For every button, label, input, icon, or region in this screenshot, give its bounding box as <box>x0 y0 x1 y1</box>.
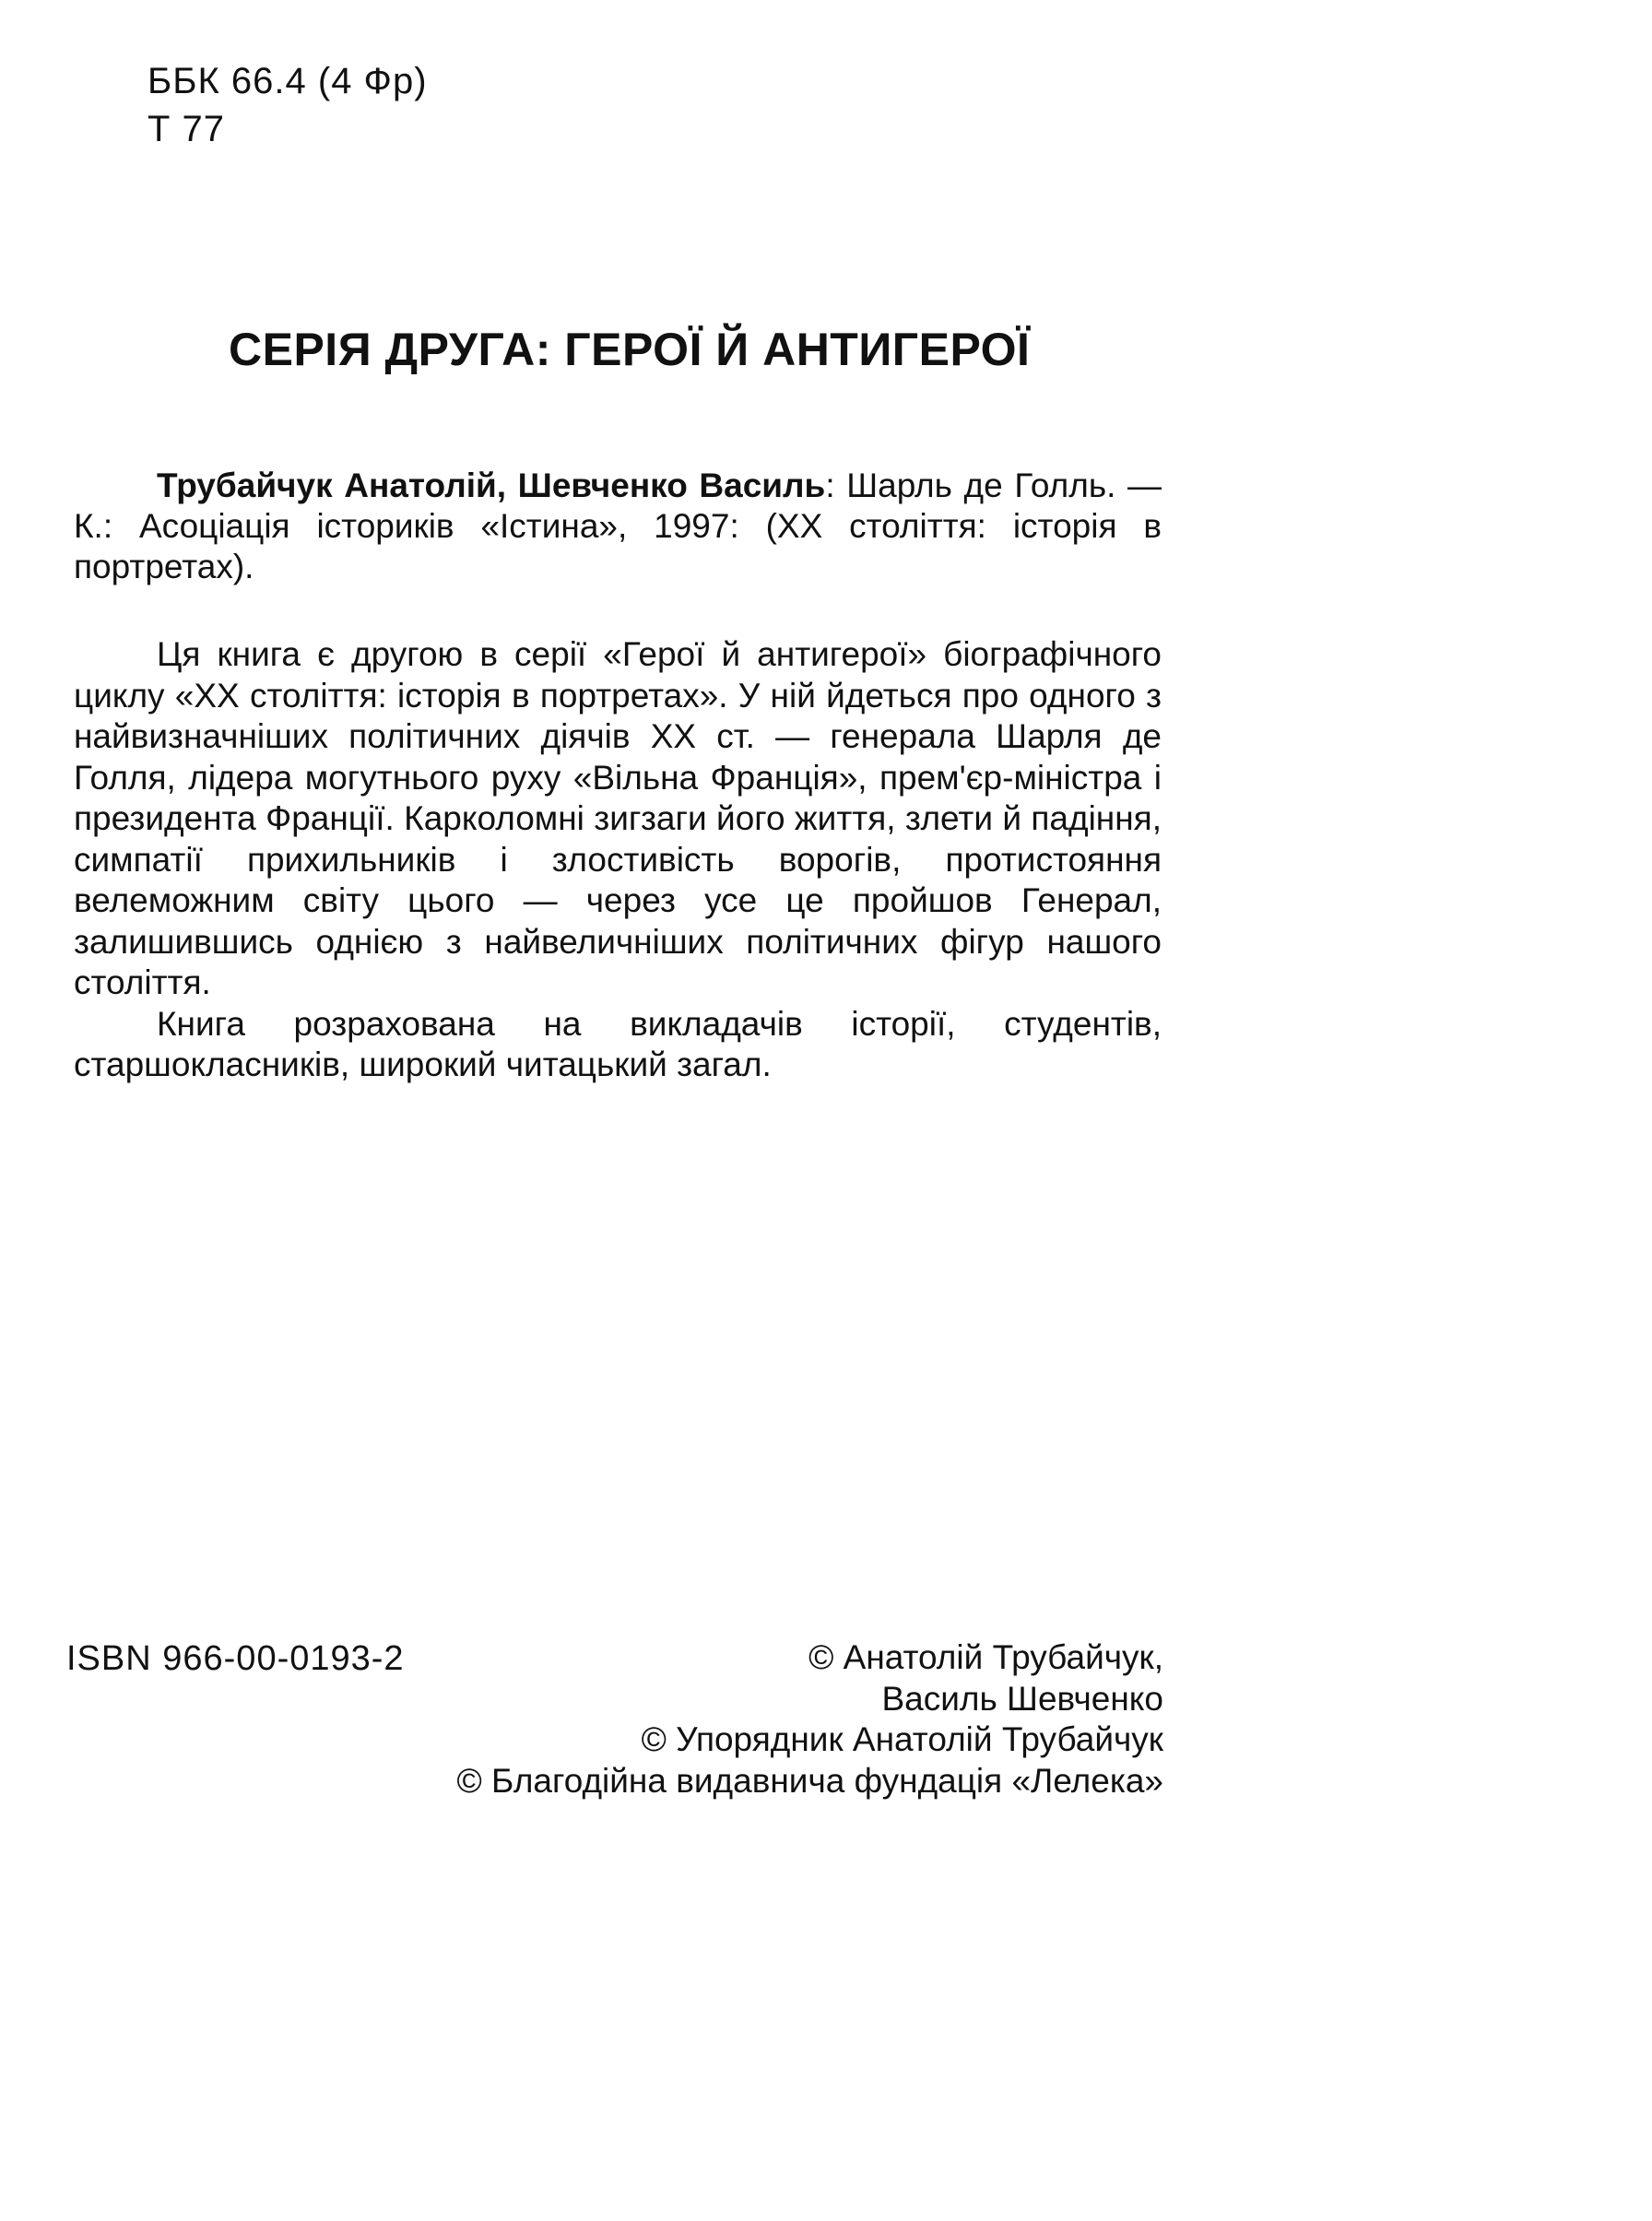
bibliographic-record <box>74 466 1162 587</box>
bibliographic-details: : Шарль де Голль. — К.: Асоціація істориків «Істина», 1997: (XX століття: історія в портретах). <box>74 467 1162 585</box>
bibliographic-authors: Трубайчук Анатолій, Шевченко Василь <box>157 467 826 504</box>
annotation-audience: Книга розрахована на викладачів історії, студентів, старшокласників, широкий читацький загал. <box>74 1004 1162 1083</box>
copyright-line: © Упорядник Анатолій Трубайчук <box>641 1720 1163 1758</box>
copyright-line: © Благодійна видавнича фундація «Лелека» <box>456 1761 1163 1800</box>
copyright-line: Василь Шевченко <box>881 1679 1163 1718</box>
copyright-block <box>456 1637 1163 1802</box>
annotation <box>74 634 1162 1086</box>
copyright-line: © Анатолій Трубайчук, <box>808 1638 1163 1676</box>
isbn: ISBN 966-00-0193-2 <box>66 1639 405 1678</box>
annotation-paragraph: Ця книга є другою в серії «Герої й антигерої» біографічного циклу «XX століття: історія в портретах». У ній йдеться про одного з найвизначніших політичних діячів XX ст. — генерала Шарля де Голля, лідера могутнього руху «Вільна Франція», прем'єр-міністра і президента Франції. Карколомні зигзаги його життя, злети й падіння, симпатії прихильників і злостивість ворогів, протистояння велеможним світу цього — через усе це пройшов Генерал, залишившись однією з найвеличніших політичних фігур нашого століття. <box>74 635 1162 1001</box>
series-title: СЕРІЯ ДРУГА: ГЕРОЇ Й АНТИГЕРОЇ <box>229 324 1031 375</box>
bbk-code: ББК 66.4 (4 Фр) <box>148 61 428 101</box>
author-mark: Т 77 <box>148 109 226 149</box>
classification-block <box>148 57 428 153</box>
